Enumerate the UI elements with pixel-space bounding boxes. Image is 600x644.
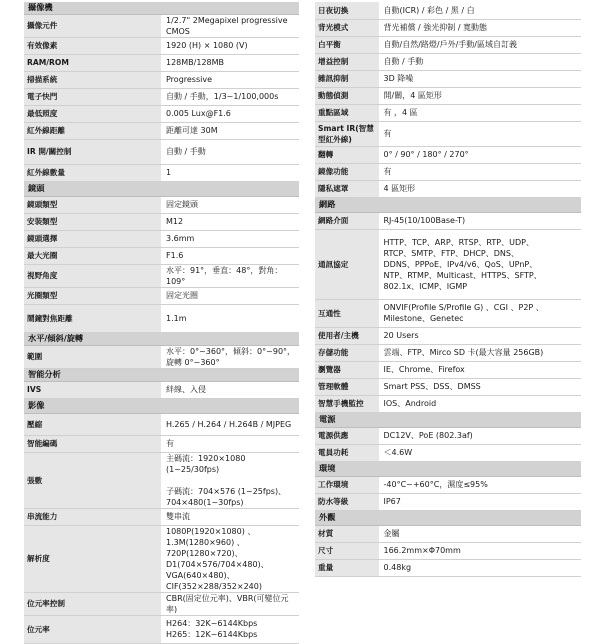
spec-value: 1920 (H) × 1080 (V)	[166, 41, 248, 50]
spec-row	[24, 615, 299, 643]
spec-row	[24, 508, 299, 525]
spec-value-cell	[162, 213, 300, 230]
spec-label: 日夜切換	[315, 2, 379, 19]
spec-row	[315, 146, 581, 163]
spec-value-cell	[379, 163, 581, 180]
spec-row	[315, 87, 581, 104]
spec-value: 開/關，4 區矩形	[383, 91, 442, 100]
spec-row	[24, 525, 299, 592]
spec-value-cell	[162, 615, 300, 643]
spec-value: 有 ，4 區	[383, 108, 418, 117]
spec-value: 1080P(1920×1080) 、1.3M(1280×960) 、 720P(1280×720)、D1(704×576/704×480)、 VGA(640×480)、CIF(352×288/352×240)	[166, 526, 269, 591]
spec-row	[315, 427, 581, 444]
spec-label: 串流能力	[24, 508, 162, 525]
spec-table-left	[24, 2, 299, 644]
spec-value: 金屬	[383, 529, 400, 538]
spec-column-left	[24, 2, 299, 644]
section-title: 影像	[24, 398, 299, 413]
spec-value: CBR(固定位元率)、VBR(可變位元率)	[166, 593, 289, 614]
spec-value-cell	[162, 525, 300, 592]
spec-value-cell	[379, 70, 581, 87]
spec-label: 光圈類型	[24, 287, 162, 304]
spec-value-cell	[162, 304, 300, 332]
spec-value: 3.6mm	[166, 234, 195, 243]
spec-row	[24, 247, 299, 264]
spec-value: IE、Chrome、Firefox	[383, 365, 465, 374]
section-title: 環境	[315, 461, 581, 476]
spec-row	[315, 19, 581, 36]
spec-value-cell	[379, 299, 581, 327]
spec-value: 雙串流	[166, 512, 190, 521]
spec-value-cell	[162, 105, 300, 122]
spec-value-cell	[162, 413, 300, 435]
spec-label: 最大光圈	[24, 247, 162, 264]
spec-value: 0° / 90° / 180° / 270°	[383, 150, 469, 159]
spec-value: 固定鏡頭	[166, 200, 198, 209]
spec-row	[315, 378, 581, 395]
spec-label: 尺寸	[315, 542, 379, 559]
spec-row	[315, 104, 581, 121]
spec-value-cell	[379, 87, 581, 104]
spec-label: 管理軟體	[315, 378, 379, 395]
spec-value-cell	[162, 508, 300, 525]
spec-value: ＜4.6W	[383, 448, 413, 457]
spec-label: 解析度	[24, 525, 162, 592]
spec-row	[24, 213, 299, 230]
spec-value-cell	[162, 230, 300, 247]
spec-label: 智慧手機監控	[315, 395, 379, 412]
section-header	[315, 197, 581, 212]
spec-value: 自動(ICR) / 彩色 / 黑 / 白	[383, 5, 475, 15]
spec-row	[24, 264, 299, 287]
spec-value-cell	[162, 71, 300, 88]
spec-value-cell	[379, 146, 581, 163]
section-title: 攝像機	[24, 2, 299, 14]
spec-value-cell	[379, 212, 581, 229]
spec-value-cell	[162, 381, 300, 398]
spec-row	[24, 381, 299, 398]
spec-value: RJ-45(10/100Base-T)	[383, 216, 466, 225]
spec-label: 工作環境	[315, 476, 379, 493]
spec-label: 範圍	[24, 345, 162, 368]
spec-row	[24, 139, 299, 164]
spec-value-cell	[162, 196, 300, 213]
spec-value: 1.1m	[166, 313, 187, 323]
spec-value-cell	[162, 122, 300, 139]
spec-label: 攝像元件	[24, 14, 162, 37]
spec-label: IVS	[24, 381, 162, 398]
spec-value-cell	[162, 37, 300, 54]
spec-value-cell	[162, 54, 300, 71]
spec-value: 0.48kg	[383, 563, 412, 572]
section-title: 鏡頭	[24, 181, 299, 196]
spec-value-cell	[379, 36, 581, 53]
spec-label: 壓縮	[24, 413, 162, 435]
spec-value: H264：32K~6144Kbps H265：12K~6144Kbps	[166, 619, 258, 639]
spec-value-cell	[379, 229, 581, 299]
section-title: 智能分析	[24, 368, 299, 381]
spec-value-cell	[379, 104, 581, 121]
spec-label: 翻轉	[315, 146, 379, 163]
spec-row	[24, 122, 299, 139]
spec-row	[315, 229, 581, 299]
spec-value: 主碼流：1920×1080 (1~25/30fps) 子碼流：704×576 (1~25fps)、 704×480(1~30fps)	[166, 453, 287, 507]
spec-label: 電子快門	[24, 88, 162, 105]
spec-row	[315, 476, 581, 493]
spec-label: 動態偵測	[315, 87, 379, 104]
spec-value: 1	[166, 168, 172, 177]
spec-value: 有	[383, 129, 392, 138]
spec-row	[24, 105, 299, 122]
spec-label: 鬧鐘對焦距離	[24, 304, 162, 332]
spec-label: 張數	[24, 452, 162, 508]
spec-value-cell	[379, 444, 581, 461]
spec-value: 距離可達 30M	[166, 126, 218, 135]
spec-label: 通訊協定	[315, 229, 379, 299]
spec-value: DC12V、PoE (802.3af)	[383, 431, 473, 440]
spec-row	[315, 559, 581, 576]
section-header	[24, 368, 299, 381]
section-header	[315, 461, 581, 476]
spec-value: IOS、Android	[383, 399, 437, 408]
spec-column-right	[315, 2, 581, 577]
spec-value: 1/2.7" 2Megapixel progressive CMOS	[166, 15, 288, 36]
spec-row	[24, 287, 299, 304]
spec-value-cell	[379, 327, 581, 344]
spec-label: 材質	[315, 525, 379, 542]
spec-row	[24, 54, 299, 71]
spec-value: 20 Users	[383, 331, 419, 340]
spec-value: F1.6	[166, 251, 184, 260]
spec-label: 紅外線數量	[24, 164, 162, 181]
section-title: 水平/傾斜/旋轉	[24, 332, 299, 345]
spec-value-cell	[379, 559, 581, 576]
spec-value: 有	[383, 167, 392, 176]
spec-row	[24, 71, 299, 88]
spec-row	[315, 212, 581, 229]
spec-value: HTTP、TCP、ARP、RTSP、RTP、UDP、 RTCP、SMTP、FTP、DHCP、DNS、 DDNS、PPPoE、IPv4/v6、QoS、UPnP、 NTP、RTMP、Multicast、HTTPS、SFTP、 802.1x、ICMP、IGMP	[383, 237, 542, 291]
section-header	[315, 510, 581, 525]
spec-label: 使用者/主機	[315, 327, 379, 344]
spec-value-cell	[379, 53, 581, 70]
section-header	[24, 2, 299, 14]
spec-label: 鏡像功能	[315, 163, 379, 180]
spec-label: 增益控制	[315, 53, 379, 70]
spec-row	[24, 37, 299, 54]
spec-label: RAM/ROM	[24, 54, 162, 71]
spec-value: M12	[166, 217, 184, 226]
spec-row	[24, 14, 299, 37]
spec-label: 視野角度	[24, 264, 162, 287]
spec-row	[24, 164, 299, 181]
spec-label: 鏡頭類型	[24, 196, 162, 213]
spec-label: 位元率控制	[24, 592, 162, 615]
spec-value-cell	[162, 164, 300, 181]
section-header	[24, 398, 299, 413]
spec-row	[315, 36, 581, 53]
spec-label: 瀏覽器	[315, 361, 379, 378]
spec-value-cell	[379, 344, 581, 361]
spec-value: 自動 / 手動	[166, 147, 206, 156]
spec-value-cell	[162, 247, 300, 264]
spec-label: 存儲功能	[315, 344, 379, 361]
spec-value-cell	[162, 345, 300, 368]
spec-row	[315, 180, 581, 197]
spec-value-cell	[379, 542, 581, 559]
spec-value-cell	[162, 14, 300, 37]
spec-label: 重量	[315, 559, 379, 576]
spec-row	[315, 542, 581, 559]
spec-value-cell	[379, 361, 581, 378]
spec-row	[24, 435, 299, 452]
spec-row	[315, 344, 581, 361]
section-header	[24, 332, 299, 345]
spec-row	[24, 413, 299, 435]
spec-row	[315, 395, 581, 412]
spec-value-cell	[162, 287, 300, 304]
spec-value-cell	[379, 121, 581, 146]
spec-label: 鏡頭選擇	[24, 230, 162, 247]
section-header	[315, 412, 581, 427]
spec-label: 隱私遮罩	[315, 180, 379, 197]
spec-value: 雲端、FTP、Mirco SD 卡(最大容量 256GB)	[383, 348, 544, 357]
spec-value: IP67	[383, 497, 401, 506]
spec-value-cell	[162, 139, 300, 164]
spec-label: IR 開/關控制	[24, 139, 162, 164]
spec-row	[24, 304, 299, 332]
spec-value-cell	[379, 525, 581, 542]
spec-row	[315, 70, 581, 87]
spec-label: 背光模式	[315, 19, 379, 36]
spec-row	[24, 345, 299, 368]
spec-value: 128MB/128MB	[166, 58, 225, 67]
spec-label: 電源供應	[315, 427, 379, 444]
spec-value: 166.2mm×Φ70mm	[383, 546, 461, 555]
spec-label: 有效像素	[24, 37, 162, 54]
spec-value-cell	[162, 264, 300, 287]
spec-value-cell	[379, 2, 581, 19]
spec-row	[315, 53, 581, 70]
spec-row	[24, 230, 299, 247]
spec-label: 位元率	[24, 615, 162, 643]
spec-value: 水平：91°，垂直：48°，對角：109°	[166, 265, 283, 286]
spec-label: 重點區域	[315, 104, 379, 121]
spec-row	[315, 525, 581, 542]
spec-value: 自動 / 手動，1/3~1/100,000s	[166, 92, 279, 101]
spec-value-cell	[379, 493, 581, 510]
spec-value: -40°C~+60°C，濕度≤95%	[383, 480, 488, 489]
section-header	[24, 181, 299, 196]
spec-value: 4 區矩形	[383, 184, 416, 193]
spec-label: 電員功耗	[315, 444, 379, 461]
spec-value: 水平：0°~360°，傾斜：0°~90°，旋轉 0°~360°	[166, 346, 296, 367]
spec-label: 白平衡	[315, 36, 379, 53]
spec-value-cell	[379, 476, 581, 493]
spec-value: 自動 / 手動	[383, 57, 424, 66]
spec-label: 紅外線距離	[24, 122, 162, 139]
spec-row	[315, 2, 581, 19]
spec-label: 智能編碼	[24, 435, 162, 452]
spec-row	[315, 444, 581, 461]
spec-value: 固定光圈	[166, 291, 198, 300]
spec-label: 安裝類型	[24, 213, 162, 230]
spec-table-right	[315, 2, 581, 577]
spec-label: 最低照度	[24, 105, 162, 122]
spec-value-cell	[379, 19, 581, 36]
spec-value: H.265 / H.264 / H.264B / MJPEG	[166, 419, 292, 429]
spec-value: 自動/自然/路燈/戶外/手動/區域自訂義	[383, 40, 517, 49]
spec-row	[24, 196, 299, 213]
spec-row	[24, 592, 299, 615]
spec-value: 0.005 Lux@F1.6	[166, 109, 231, 118]
spec-row	[24, 88, 299, 105]
spec-label: 網路介面	[315, 212, 379, 229]
spec-row	[315, 163, 581, 180]
spec-value: Smart PSS、DSS、DMSS	[383, 382, 481, 391]
spec-label: 掃描系統	[24, 71, 162, 88]
spec-label: 互通性	[315, 299, 379, 327]
spec-label: 防水等級	[315, 493, 379, 510]
spec-value-cell	[162, 452, 300, 508]
spec-value-cell	[379, 180, 581, 197]
spec-row	[315, 361, 581, 378]
spec-value: 背光補償 / 強光抑制 / 寬動態	[383, 23, 488, 32]
spec-value-cell	[162, 592, 300, 615]
spec-row	[24, 452, 299, 508]
spec-value: 有	[166, 439, 174, 448]
spec-value: ONVIF(Profile S/Profile G) 、CGI 、P2P 、 Milestone、Genetec	[383, 303, 544, 323]
spec-value-cell	[379, 378, 581, 395]
spec-value-cell	[379, 427, 581, 444]
spec-value-cell	[162, 435, 300, 452]
spec-value-cell	[162, 88, 300, 105]
section-title: 外觀	[315, 510, 581, 525]
spec-row	[315, 493, 581, 510]
section-title: 網路	[315, 197, 581, 212]
spec-row	[315, 121, 581, 146]
spec-row	[315, 299, 581, 327]
spec-value: 3D 降噪	[383, 74, 414, 83]
spec-value: Progressive	[166, 75, 213, 84]
spec-row	[315, 327, 581, 344]
spec-label: 雜訊抑制	[315, 70, 379, 87]
section-title: 電源	[315, 412, 581, 427]
spec-value: 絆線、入侵	[166, 385, 206, 394]
spec-label: Smart IR(智慧型紅外線)	[315, 121, 379, 146]
spec-value-cell	[379, 395, 581, 412]
